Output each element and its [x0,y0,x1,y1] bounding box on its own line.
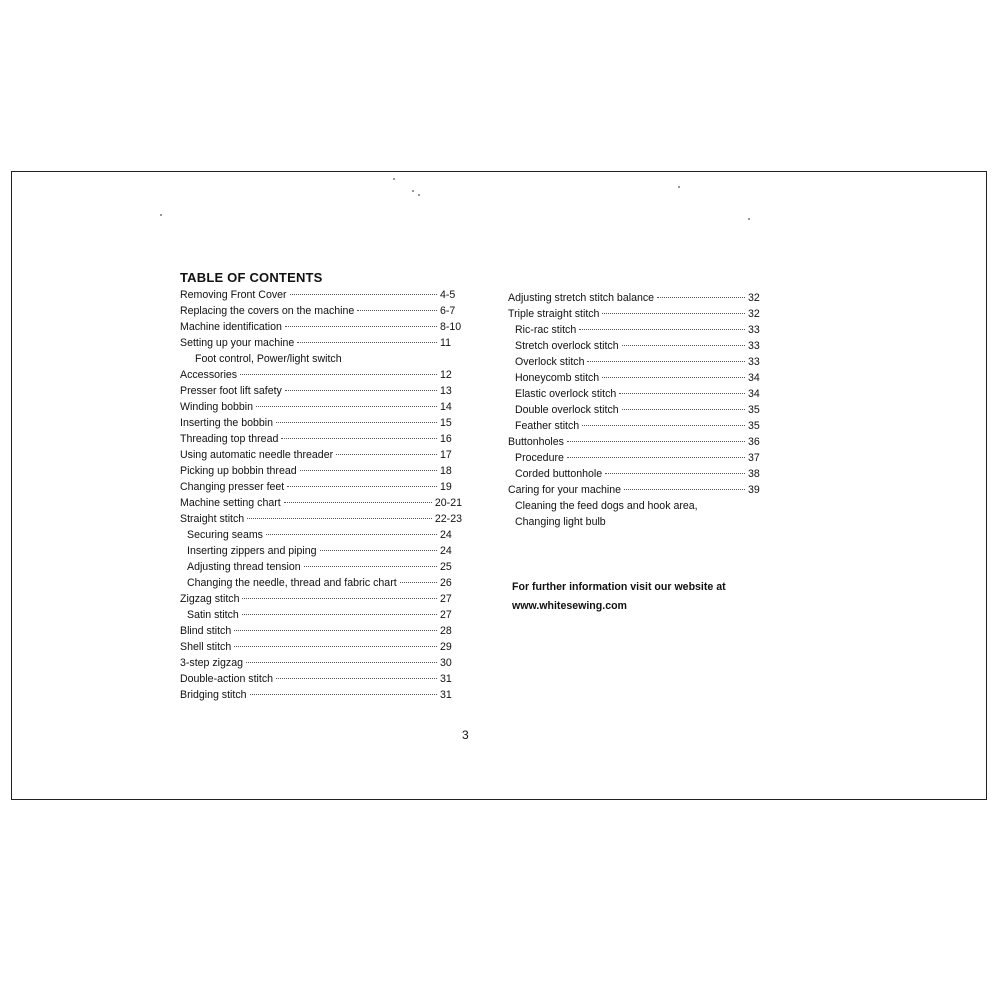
toc-entry-page: 28 [440,625,452,637]
toc-entry-label: Feather stitch [515,420,580,432]
toc-entry-page: 34 [748,388,760,400]
toc-entry-label: Machine setting chart [180,497,281,509]
toc-entry-label: Changing presser feet [180,481,285,493]
toc-dot-leader [622,409,745,410]
toc-entry-page: 17 [440,449,452,461]
website-note [512,578,726,616]
toc-entry [180,351,462,367]
toc-entry-page: 24 [440,529,452,541]
toc-dot-leader [357,310,437,311]
toc-entry [180,383,462,399]
toc-entry [508,418,770,434]
toc-entry [180,463,462,479]
toc-entry [508,514,770,530]
toc-entry-label: Elastic overlock stitch [515,388,617,400]
toc-entry [508,482,770,498]
toc-dot-leader [400,582,437,583]
page-border [11,171,987,800]
toc-entry-label: Accessories [180,369,238,381]
toc-entry [508,290,770,306]
toc-dot-leader [587,361,745,362]
toc-entry-label: Adjusting thread tension [187,561,301,573]
toc-entry-page: 19 [440,481,452,493]
scan-speck [160,214,162,216]
toc-entry-page: 39 [748,484,760,496]
toc-entry [508,370,770,386]
toc-dot-leader [567,457,745,458]
toc-entry-label: Double overlock stitch [515,404,619,416]
toc-entry [180,543,462,559]
toc-dot-leader [300,470,437,471]
toc-entry-page: 13 [440,385,452,397]
toc-entry-page: 32 [748,292,760,304]
toc-entry [508,306,770,322]
toc-entry-page: 6-7 [440,305,456,317]
toc-entry-page: 38 [748,468,760,480]
toc-dot-leader [320,550,437,551]
toc-entry [180,607,462,623]
toc-entry [180,591,462,607]
toc-entry-label: Ric-rac stitch [515,324,577,336]
toc-dot-leader [284,502,432,503]
toc-dot-leader [567,441,745,442]
toc-dot-leader [256,406,437,407]
toc-dot-leader [234,646,437,647]
toc-entry-page: 11 [440,337,451,349]
website-note-text: For further information visit our website at [512,581,726,593]
toc-entry-label: Straight stitch [180,513,245,525]
toc-entry-page: 4-5 [440,289,456,301]
toc-entry-page: 24 [440,545,452,557]
toc-entry-page: 27 [440,593,452,605]
page-number: 3 [462,728,469,742]
toc-dot-leader [582,425,745,426]
toc-entry-page: 32 [748,308,760,320]
toc-entry-page: 15 [440,417,452,429]
toc-title: TABLE OF CONTENTS [180,270,323,285]
toc-dot-leader [336,454,437,455]
toc-entry-label: Machine identification [180,321,282,333]
toc-dot-leader [657,297,745,298]
toc-dot-leader [234,630,437,631]
toc-entry [180,639,462,655]
toc-entry-page: 12 [440,369,452,381]
toc-entry-page: 36 [748,436,760,448]
toc-entry-label: Double-action stitch [180,673,274,685]
toc-entry-label: Satin stitch [187,609,239,621]
toc-entry [508,354,770,370]
toc-entry-page: 31 [440,689,452,701]
toc-entry [180,399,462,415]
toc-entry [180,495,462,511]
toc-entry-label: Changing light bulb [515,516,606,528]
toc-left-column [180,287,462,703]
toc-entry [180,671,462,687]
scan-speck [678,186,680,188]
toc-entry [180,287,462,303]
toc-entry-label: Securing seams [187,529,263,541]
toc-entry-page: 26 [440,577,452,589]
toc-entry [180,335,462,351]
toc-entry [180,687,462,703]
toc-entry-label: Adjusting stretch stitch balance [508,292,655,304]
toc-entry-label: Triple straight stitch [508,308,600,320]
toc-entry-page: 33 [748,324,760,336]
website-link[interactable]: www.whitesewing.com [512,600,627,612]
toc-entry-page: 22-23 [434,513,462,525]
toc-entry [508,434,770,450]
toc-entry-page: 31 [440,673,452,685]
toc-entry-page: 25 [440,561,452,573]
toc-dot-leader [240,374,437,375]
toc-entry [180,431,462,447]
scan-speck [418,194,420,196]
toc-entry-label: Caring for your machine [508,484,622,496]
toc-entry [180,479,462,495]
scan-speck [748,218,750,220]
toc-dot-leader [246,662,437,663]
toc-entry-label: Corded buttonhole [515,468,603,480]
toc-dot-leader [297,342,437,343]
toc-entry-label: Buttonholes [508,436,564,448]
toc-entry-page: 18 [440,465,452,477]
toc-dot-leader [266,534,437,535]
toc-entry [508,450,770,466]
toc-dot-leader [281,438,437,439]
toc-entry [508,322,770,338]
toc-entry-label: Honeycomb stitch [515,372,600,384]
toc-entry-page: 35 [748,420,760,432]
toc-right-column [508,290,770,530]
toc-entry-label: Threading top thread [180,433,279,445]
toc-entry-label: Inserting the bobbin [180,417,274,429]
toc-entry-label: Removing Front Cover [180,289,287,301]
toc-entry [180,367,462,383]
toc-entry-page: 30 [440,657,452,669]
toc-entry [180,527,462,543]
toc-entry-page: 16 [440,433,452,445]
scan-speck [393,178,395,180]
toc-dot-leader [276,422,437,423]
toc-entry-label: Blind stitch [180,625,232,637]
toc-entry-label: 3-step zigzag [180,657,244,669]
toc-entry-label: Foot control, Power/light switch [195,353,342,365]
toc-entry [180,447,462,463]
toc-dot-leader [276,678,437,679]
toc-dot-leader [602,377,745,378]
toc-entry-page: 8-10 [440,321,462,333]
toc-entry [180,623,462,639]
toc-entry-label: Overlock stitch [515,356,585,368]
toc-dot-leader [247,518,432,519]
toc-entry-label: Inserting zippers and piping [187,545,317,557]
toc-entry [180,575,462,591]
toc-entry [508,466,770,482]
toc-entry-label: Zigzag stitch [180,593,240,605]
toc-entry [180,559,462,575]
toc-entry-label: Stretch overlock stitch [515,340,619,352]
toc-entry-page: 35 [748,404,760,416]
toc-dot-leader [285,326,437,327]
toc-entry-page: 37 [748,452,760,464]
toc-entry-label: Cleaning the feed dogs and hook area, [515,500,698,512]
toc-entry [508,498,770,514]
toc-dot-leader [285,390,437,391]
toc-entry-label: Using automatic needle threader [180,449,334,461]
toc-entry-label: Setting up your machine [180,337,295,349]
toc-entry [180,655,462,671]
toc-dot-leader [242,598,437,599]
toc-entry [180,415,462,431]
toc-entry [508,386,770,402]
toc-entry-label: Replacing the covers on the machine [180,305,355,317]
toc-dot-leader [290,294,437,295]
toc-dot-leader [242,614,437,615]
toc-entry [508,338,770,354]
toc-entry [508,402,770,418]
toc-dot-leader [250,694,437,695]
toc-entry [180,303,462,319]
toc-entry-label: Bridging stitch [180,689,247,701]
toc-entry-label: Presser foot lift safety [180,385,282,397]
toc-entry-label: Changing the needle, thread and fabric chart [187,577,397,589]
toc-dot-leader [624,489,745,490]
toc-entry-page: 33 [748,340,760,352]
toc-entry-label: Shell stitch [180,641,232,653]
toc-entry [180,511,462,527]
toc-dot-leader [619,393,745,394]
toc-entry-label: Winding bobbin [180,401,254,413]
toc-dot-leader [579,329,745,330]
toc-entry-page: 27 [440,609,452,621]
toc-entry-page: 20-21 [434,497,462,509]
toc-entry-page: 33 [748,356,760,368]
toc-entry-label: Procedure [515,452,564,464]
toc-dot-leader [287,486,437,487]
toc-entry-label: Picking up bobbin thread [180,465,297,477]
toc-dot-leader [622,345,745,346]
scan-speck [412,190,414,192]
toc-dot-leader [605,473,745,474]
toc-dot-leader [602,313,745,314]
toc-entry [180,319,462,335]
toc-entry-page: 29 [440,641,452,653]
toc-entry-page: 14 [440,401,452,413]
toc-entry-page: 34 [748,372,760,384]
toc-dot-leader [304,566,437,567]
